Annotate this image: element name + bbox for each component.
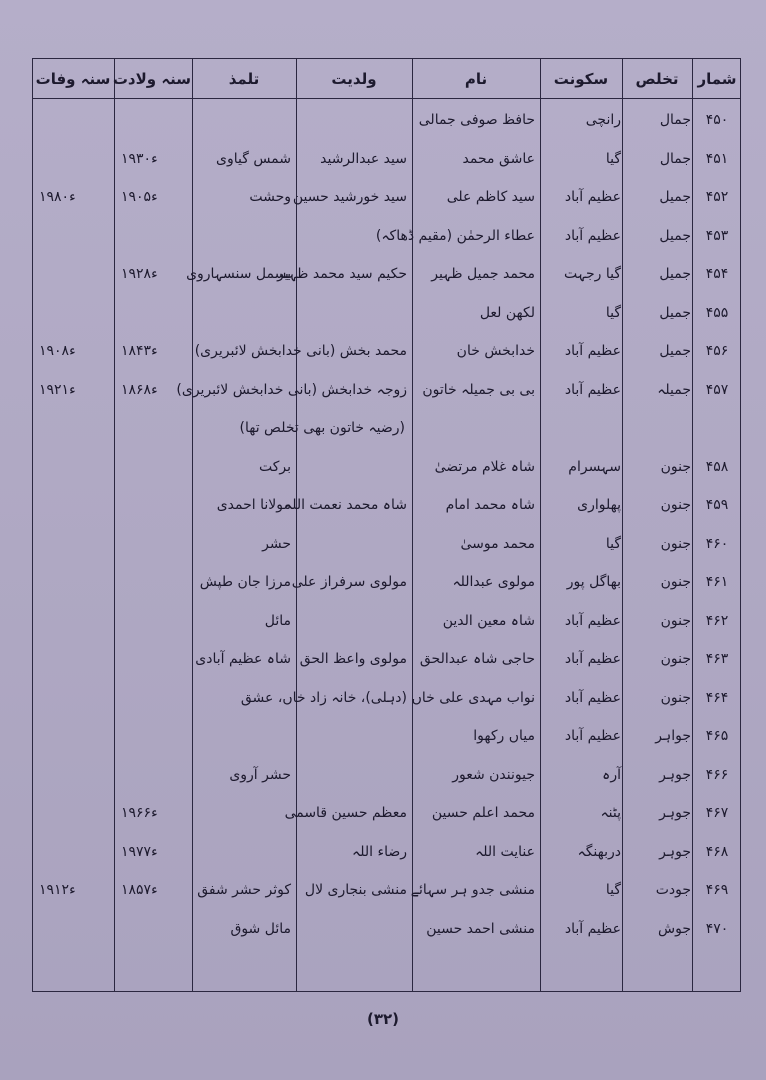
- row-walidiyat: [297, 914, 411, 944]
- row-wafat: [33, 452, 113, 482]
- row-takhallus: جمیل: [659, 266, 691, 282]
- row-talammuz: (رضیہ خاتون بھی تخلص تھا): [239, 420, 405, 436]
- row-number: ۴۵۰: [705, 112, 729, 128]
- row-sukunat: پٹنہ: [600, 805, 621, 821]
- row-wiladat: [115, 529, 191, 559]
- row-walidiyat: معظم حسین قاسمی: [284, 805, 407, 821]
- row-wafat: [33, 837, 113, 867]
- row-wafat: [33, 144, 113, 174]
- row-talammuz: [193, 221, 295, 251]
- table-row: [33, 760, 740, 790]
- row-talammuz: [193, 721, 295, 751]
- row-name: شاہ محمد امام: [445, 497, 535, 513]
- row-name: شاہ غلام مرتضیٰ: [434, 458, 535, 475]
- row-takhallus: جودت: [655, 882, 691, 898]
- table-row: [33, 490, 740, 520]
- header-wafat: سنہ وفات: [35, 70, 111, 88]
- row-walidiyat: [297, 221, 411, 251]
- table-row: [33, 798, 740, 828]
- row-name: عنایت اللہ: [475, 843, 535, 860]
- row-walidiyat: سید خورشید حسین: [292, 189, 407, 205]
- table-row: [33, 413, 740, 443]
- row-talammuz: [193, 837, 295, 867]
- table-row: [33, 683, 740, 713]
- row-walidiyat: [297, 760, 411, 790]
- row-sukunat: عظیم آباد: [564, 381, 621, 398]
- row-number: ۴۵۸: [705, 458, 729, 475]
- row-sukunat: گیا رجہت: [564, 266, 621, 282]
- row-number: ۴۶۱: [705, 574, 729, 590]
- row-number: ۴۶۶: [705, 766, 729, 783]
- row-talammuz: [193, 105, 295, 135]
- row-wiladat: [115, 221, 191, 251]
- row-wiladat: [115, 914, 191, 944]
- row-wiladat: ۱۸۶۸ء: [121, 381, 158, 398]
- row-sukunat: دربھنگہ: [577, 843, 621, 860]
- header-takhallus: تخلص: [635, 70, 679, 88]
- row-number: ۴۵۱: [705, 150, 729, 167]
- row-number: ۴۶۵: [705, 728, 729, 744]
- row-walidiyat: [297, 721, 411, 751]
- row-takhallus: جنون: [660, 574, 691, 590]
- row-name: حافظ صوفی جمالی: [418, 112, 535, 128]
- row-walidiyat: مولوی سرفراز علی: [291, 574, 407, 590]
- row-name: محمد جمیل ظہیر: [431, 266, 535, 282]
- row-wafat: [33, 914, 113, 944]
- row-sukunat: عظیم آباد: [564, 728, 621, 744]
- row-talammuz: [193, 298, 295, 328]
- row-takhallus: جوہر: [659, 843, 691, 860]
- row-takhallus: جوہر: [659, 766, 691, 783]
- row-takhallus: جمال: [659, 112, 691, 128]
- row-takhallus: جمیل: [659, 304, 691, 321]
- row-wafat: ۱۹۲۱ء: [39, 381, 76, 398]
- row-takhallus: جوش: [658, 920, 691, 937]
- row-talammuz: بسمل سنسہاروی: [186, 266, 291, 282]
- row-name: میاں رکھوا: [473, 728, 535, 744]
- row-wiladat: [115, 490, 191, 520]
- row-name: مولوی عبداللہ: [452, 574, 535, 590]
- row-sukunat: عظیم آباد: [564, 651, 621, 667]
- row-wafat: [33, 683, 113, 713]
- row-sukunat: عظیم آباد: [564, 343, 621, 359]
- row-wafat: [33, 221, 113, 251]
- row-wafat: ۱۹۱۲ء: [39, 882, 76, 898]
- row-wafat: [33, 606, 113, 636]
- row-wiladat: ۱۸۴۳ء: [121, 343, 158, 359]
- row-walidiyat: سید عبدالرشید: [320, 150, 407, 167]
- row-walidiyat: [297, 606, 411, 636]
- row-wiladat: ۱۹۶۶ء: [121, 805, 158, 821]
- row-takhallus: جمیلہ: [657, 381, 691, 398]
- table-row: [33, 298, 740, 328]
- row-walidiyat: مولوی واعظ الحق: [299, 651, 407, 667]
- row-takhallus: جنون: [660, 497, 691, 513]
- table-row: [33, 182, 740, 212]
- row-number: ۴۵۹: [705, 497, 729, 513]
- row-wafat: [33, 529, 113, 559]
- row-wiladat: [115, 298, 191, 328]
- row-wiladat: [115, 760, 191, 790]
- table-row: [33, 567, 740, 597]
- row-number: ۴۶۸: [705, 843, 729, 860]
- row-talammuz: کوثر حشر شفق: [197, 882, 291, 898]
- header-name: نام: [464, 70, 488, 88]
- row-sukunat: سہسرام: [568, 458, 621, 475]
- row-talammuz: مائل: [264, 612, 291, 629]
- row-name: خدابخش خان: [456, 343, 535, 359]
- row-wiladat: [115, 683, 191, 713]
- row-name: جیونندن شعور: [452, 766, 535, 783]
- row-takhallus: جمیل: [659, 227, 691, 244]
- header-divider: [33, 98, 740, 99]
- row-takhallus: جنون: [660, 535, 691, 552]
- row-wafat: ۱۹۰۸ء: [39, 343, 76, 359]
- row-name: بی بی جمیلہ خاتون: [422, 381, 535, 398]
- row-number: ۴۵۵: [705, 304, 729, 321]
- table-row: [33, 875, 740, 905]
- row-number: ۴۵۴: [705, 266, 729, 282]
- row-wiladat: [115, 452, 191, 482]
- row-wiladat: [115, 567, 191, 597]
- row-talammuz: وحشت: [249, 189, 291, 205]
- row-takhallus: جنون: [660, 612, 691, 629]
- row-wafat: [33, 798, 113, 828]
- table-row: [33, 452, 740, 482]
- row-wiladat: ۱۹۷۷ء: [121, 843, 158, 860]
- row-takhallus: جمیل: [659, 189, 691, 205]
- table-row: [33, 221, 740, 251]
- row-wafat: [33, 644, 113, 674]
- row-wafat: [33, 259, 113, 289]
- row-walidiyat: [297, 529, 411, 559]
- row-takhallus: جنون: [660, 689, 691, 706]
- row-wafat: [33, 721, 113, 751]
- table-row: [33, 375, 740, 405]
- row-number: ۴۶۲: [705, 612, 729, 629]
- row-takhallus: جنون: [660, 458, 691, 475]
- row-name: سید کاظم علی: [446, 189, 535, 205]
- row-wafat: [33, 490, 113, 520]
- page-number: (۳۲): [366, 1010, 400, 1028]
- row-name: لکھن لعل: [479, 304, 535, 321]
- row-talammuz: (دہلی)، خانہ زاد خاں، عشق: [240, 689, 407, 706]
- table-row: [33, 336, 740, 366]
- table-row: [33, 529, 740, 559]
- row-number: ۴۶۹: [705, 882, 729, 898]
- row-talammuz: شاہ عظیم آبادی: [195, 651, 291, 667]
- row-takhallus: جنون: [660, 651, 691, 667]
- row-walidiyat: منشی بنجاری لال: [304, 882, 407, 898]
- row-takhallus: جواہر: [655, 728, 691, 744]
- row-number: ۴۶۴: [705, 689, 729, 706]
- row-sukunat: عظیم آباد: [564, 189, 621, 205]
- header-sukunat: سکونت: [553, 70, 609, 88]
- table-row: [33, 721, 740, 751]
- row-wiladat: [115, 721, 191, 751]
- row-sukunat: پھلواری: [577, 497, 621, 513]
- row-number: ۴۶۷: [705, 805, 729, 821]
- row-sukunat: گیا: [605, 304, 621, 321]
- row-wiladat: ۱۹۳۰ء: [121, 150, 158, 167]
- biography-table: [32, 58, 741, 992]
- row-number: ۴۶۳: [705, 651, 729, 667]
- row-walidiyat: زوجہ خدابخش (بانی خدابخش لائبریری): [176, 381, 407, 398]
- row-wiladat: [115, 105, 191, 135]
- row-wiladat: [115, 606, 191, 636]
- row-name: محمد اعلم حسین: [431, 805, 535, 821]
- row-walidiyat: رضاء اللہ: [352, 843, 407, 860]
- row-wafat: [33, 760, 113, 790]
- row-name: منشی احمد حسین: [426, 920, 535, 937]
- row-name: نواب مہدی علی خاں: [411, 689, 535, 706]
- row-takhallus: جمیل: [659, 343, 691, 359]
- row-sukunat: رانچی: [585, 112, 621, 128]
- row-sukunat: عظیم آباد: [564, 920, 621, 937]
- row-talammuz: حشر آروی: [229, 766, 291, 783]
- row-talammuz: حشر: [262, 535, 291, 552]
- row-name: شاہ معین الدین: [442, 612, 535, 629]
- table-row: [33, 144, 740, 174]
- row-talammuz: مائل شوق: [230, 920, 291, 937]
- row-sukunat: عظیم آباد: [564, 612, 621, 629]
- row-wiladat: [115, 644, 191, 674]
- table-row: [33, 606, 740, 636]
- row-wafat: [33, 105, 113, 135]
- row-name: منشی جدو ہر سہائے: [410, 882, 535, 898]
- row-wiladat: ۱۹۲۸ء: [121, 266, 158, 282]
- row-sukunat: گیا: [605, 882, 621, 898]
- row-talammuz: مرزا جان طپش: [199, 574, 291, 590]
- header-talammuz: تلمذ: [228, 70, 260, 88]
- table-row: [33, 105, 740, 135]
- row-wafat: ۱۹۸۰ء: [39, 189, 76, 205]
- header-wiladat: سنہ ولادت: [112, 70, 191, 88]
- row-number: ۴۶۰: [705, 535, 729, 552]
- row-wafat: [33, 567, 113, 597]
- row-sukunat: گیا: [605, 535, 621, 552]
- row-wafat: [33, 298, 113, 328]
- row-number: ۴۵۷: [705, 381, 729, 398]
- row-walidiyat: [297, 105, 411, 135]
- table-row: [33, 914, 740, 944]
- row-talammuz: [193, 798, 295, 828]
- table-row: [33, 644, 740, 674]
- row-wiladat: ۱۹۰۵ء: [121, 189, 158, 205]
- row-walidiyat: [297, 452, 411, 482]
- row-talammuz: مولانا احمدی: [216, 497, 291, 513]
- row-sukunat: آرہ: [602, 766, 621, 783]
- row-sukunat: گیا: [605, 150, 621, 167]
- row-name: محمد موسیٰ: [460, 535, 535, 552]
- row-walidiyat: حکیم سید محمد ظہیر: [277, 266, 407, 282]
- row-number: ۴۵۶: [705, 343, 729, 359]
- row-sukunat: بھاگل پور: [566, 574, 621, 590]
- row-name: حاجی شاہ عبدالحق: [419, 651, 535, 667]
- row-name: عطاء الرحمٰن (مقیم ڈھاکہ): [375, 227, 535, 244]
- row-number: ۴۵۳: [705, 227, 729, 244]
- row-wiladat: ۱۸۵۷ء: [121, 882, 158, 898]
- row-talammuz: برکت: [258, 458, 291, 475]
- row-number: ۴۵۲: [705, 189, 729, 205]
- header-number: شمار: [697, 70, 737, 88]
- table-row: [33, 259, 740, 289]
- row-sukunat: عظیم آباد: [564, 689, 621, 706]
- row-walidiyat: محمد بخش (بانی خدابخش لائبریری): [194, 343, 407, 359]
- row-walidiyat: [297, 298, 411, 328]
- row-walidiyat: شاہ محمد نعمت اللہ: [283, 497, 407, 513]
- row-takhallus: جمال: [659, 150, 691, 167]
- row-name: عاشق محمد: [462, 150, 535, 167]
- table-row: [33, 837, 740, 867]
- row-sukunat: عظیم آباد: [564, 227, 621, 244]
- row-talammuz: شمس گیاوی: [216, 150, 291, 167]
- header-walidiyat: ولدیت: [331, 70, 377, 88]
- row-number: ۴۷۰: [705, 920, 729, 937]
- row-takhallus: جوہر: [659, 805, 691, 821]
